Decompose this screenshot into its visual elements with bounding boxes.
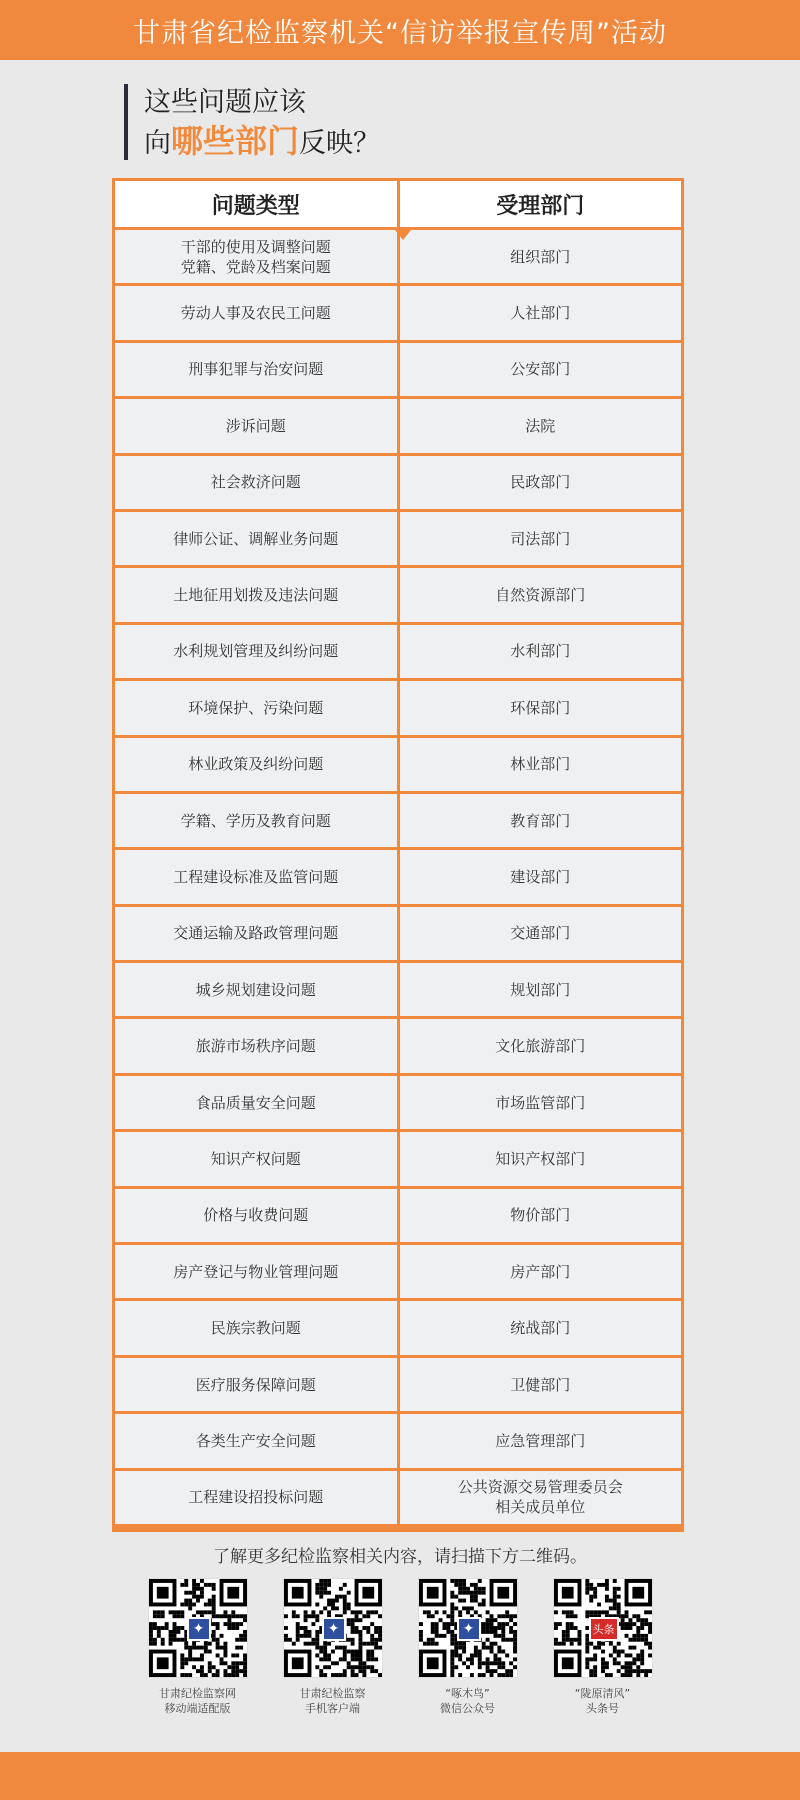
table-row — [115, 399, 681, 452]
qr-code-icon[interactable] — [418, 1578, 518, 1678]
issue-type-cell: 水利规划管理及纠纷问题 — [115, 625, 397, 678]
table-row — [115, 343, 681, 396]
table-row — [115, 738, 681, 791]
bird-logo-icon: ✦ — [187, 1617, 211, 1641]
table-header — [115, 181, 681, 230]
issue-type-cell: 交通运输及路政管理问题 — [115, 907, 397, 960]
table-row — [115, 794, 681, 847]
page-heading — [124, 84, 380, 160]
table-row — [115, 963, 681, 1016]
bird-logo-icon: ✦ — [322, 1617, 346, 1641]
qr-caption: 甘肃纪检监察网 移动端适配版 — [159, 1687, 236, 1715]
qr-caption: 甘肃纪检监察 手机客户端 — [299, 1687, 366, 1715]
issue-type-cell: 城乡规划建设问题 — [115, 963, 397, 1016]
qr-code-icon[interactable] — [283, 1578, 383, 1678]
issue-type-cell: 环境保护、污染问题 — [115, 681, 397, 734]
table-row — [115, 1358, 681, 1411]
department-cell: 自然资源部门 — [400, 568, 682, 621]
department-cell: 统战部门 — [400, 1301, 682, 1354]
department-cell: 房产部门 — [400, 1245, 682, 1298]
qr-caption: “陇原清风” 头条号 — [574, 1687, 631, 1715]
issue-type-cell: 干部的使用及调整问题 党籍、党龄及档案问题 — [115, 230, 397, 283]
department-cell: 文化旅游部门 — [400, 1019, 682, 1072]
issue-type-cell: 各类生产安全问题 — [115, 1414, 397, 1467]
bottom-banner — [0, 1752, 800, 1800]
table-row — [115, 907, 681, 960]
department-cell: 建设部门 — [400, 850, 682, 903]
issue-type-cell: 学籍、学历及教育问题 — [115, 794, 397, 847]
issue-type-cell: 林业政策及纠纷问题 — [115, 738, 397, 791]
table-row — [115, 1301, 681, 1354]
issue-type-cell: 房产登记与物业管理问题 — [115, 1245, 397, 1298]
bird-logo-icon: ✦ — [457, 1617, 481, 1641]
issue-type-cell: 土地征用划拨及违法问题 — [115, 568, 397, 621]
issue-type-cell: 知识产权问题 — [115, 1132, 397, 1185]
department-cell: 物价部门 — [400, 1189, 682, 1242]
heading-line-2 — [144, 122, 380, 163]
department-cell: 环保部门 — [400, 681, 682, 734]
issue-type-cell: 医疗服务保障问题 — [115, 1358, 397, 1411]
qr-item — [535, 1578, 670, 1713]
toutiao-logo-icon: 头条 — [589, 1617, 619, 1641]
department-cell: 市场监管部门 — [400, 1076, 682, 1129]
department-cell: 知识产权部门 — [400, 1132, 682, 1185]
table-row — [115, 1245, 681, 1298]
table-row — [115, 1019, 681, 1072]
department-cell: 公共资源交易管理委员会 相关成员单位 — [400, 1471, 682, 1524]
table-row — [115, 1076, 681, 1129]
department-cell: 法院 — [400, 399, 682, 452]
table-row — [115, 568, 681, 621]
table-body — [115, 230, 681, 1524]
department-cell: 林业部门 — [400, 738, 682, 791]
issue-type-cell: 律师公证、调解业务问题 — [115, 512, 397, 565]
top-banner — [0, 0, 800, 60]
qr-item — [400, 1578, 535, 1713]
header-notch — [395, 230, 411, 240]
department-cell: 规划部门 — [400, 963, 682, 1016]
table-row — [115, 456, 681, 509]
heading-prefix: 向 — [144, 128, 171, 159]
qr-code-icon[interactable] — [553, 1578, 653, 1678]
table-row — [115, 1189, 681, 1242]
table-row — [115, 1132, 681, 1185]
table-row — [115, 286, 681, 339]
banner-title: 甘肃省纪检监察机关“信访举报宣传周”活动 — [133, 17, 667, 49]
table-row — [115, 1414, 681, 1467]
qr-item — [130, 1578, 265, 1713]
issue-type-cell: 工程建设标准及监管问题 — [115, 850, 397, 903]
issue-type-cell: 工程建设招投标问题 — [115, 1471, 397, 1524]
department-cell: 卫健部门 — [400, 1358, 682, 1411]
issue-type-cell: 旅游市场秩序问题 — [115, 1019, 397, 1072]
department-cell: 交通部门 — [400, 907, 682, 960]
qr-code-row — [130, 1578, 670, 1713]
table-row — [115, 625, 681, 678]
department-cell: 组织部门 — [400, 230, 682, 283]
department-cell: 教育部门 — [400, 794, 682, 847]
heading-suffix: 反映？ — [299, 128, 381, 159]
issue-type-cell: 劳动人事及农民工问题 — [115, 286, 397, 339]
department-cell: 公安部门 — [400, 343, 682, 396]
department-cell: 应急管理部门 — [400, 1414, 682, 1467]
heading-line-1: 这些问题应该 — [144, 87, 306, 118]
header-issue-type: 问题类型 — [211, 193, 300, 219]
department-table — [112, 178, 684, 1532]
issue-type-cell: 价格与收费问题 — [115, 1189, 397, 1242]
qr-code-icon[interactable] — [148, 1578, 248, 1678]
issue-type-cell: 食品质量安全问题 — [115, 1076, 397, 1129]
issue-type-cell: 民族宗教问题 — [115, 1301, 397, 1354]
table-row — [115, 681, 681, 734]
department-cell: 司法部门 — [400, 512, 682, 565]
issue-type-cell: 社会救济问题 — [115, 456, 397, 509]
department-cell: 水利部门 — [400, 625, 682, 678]
issue-type-cell: 涉诉问题 — [115, 399, 397, 452]
table-row — [115, 1471, 681, 1524]
heading-highlight: 哪些部门 — [171, 122, 300, 160]
table-row — [115, 850, 681, 903]
department-cell: 人社部门 — [400, 286, 682, 339]
footer-note: 了解更多纪检监察相关内容，请扫描下方二维码。 — [213, 1547, 587, 1567]
header-department: 受理部门 — [397, 181, 682, 227]
table-row — [115, 512, 681, 565]
qr-item — [265, 1578, 400, 1713]
issue-type-cell: 刑事犯罪与治安问题 — [115, 343, 397, 396]
department-cell: 民政部门 — [400, 456, 682, 509]
qr-caption: “啄木鸟” 微信公众号 — [440, 1687, 495, 1715]
